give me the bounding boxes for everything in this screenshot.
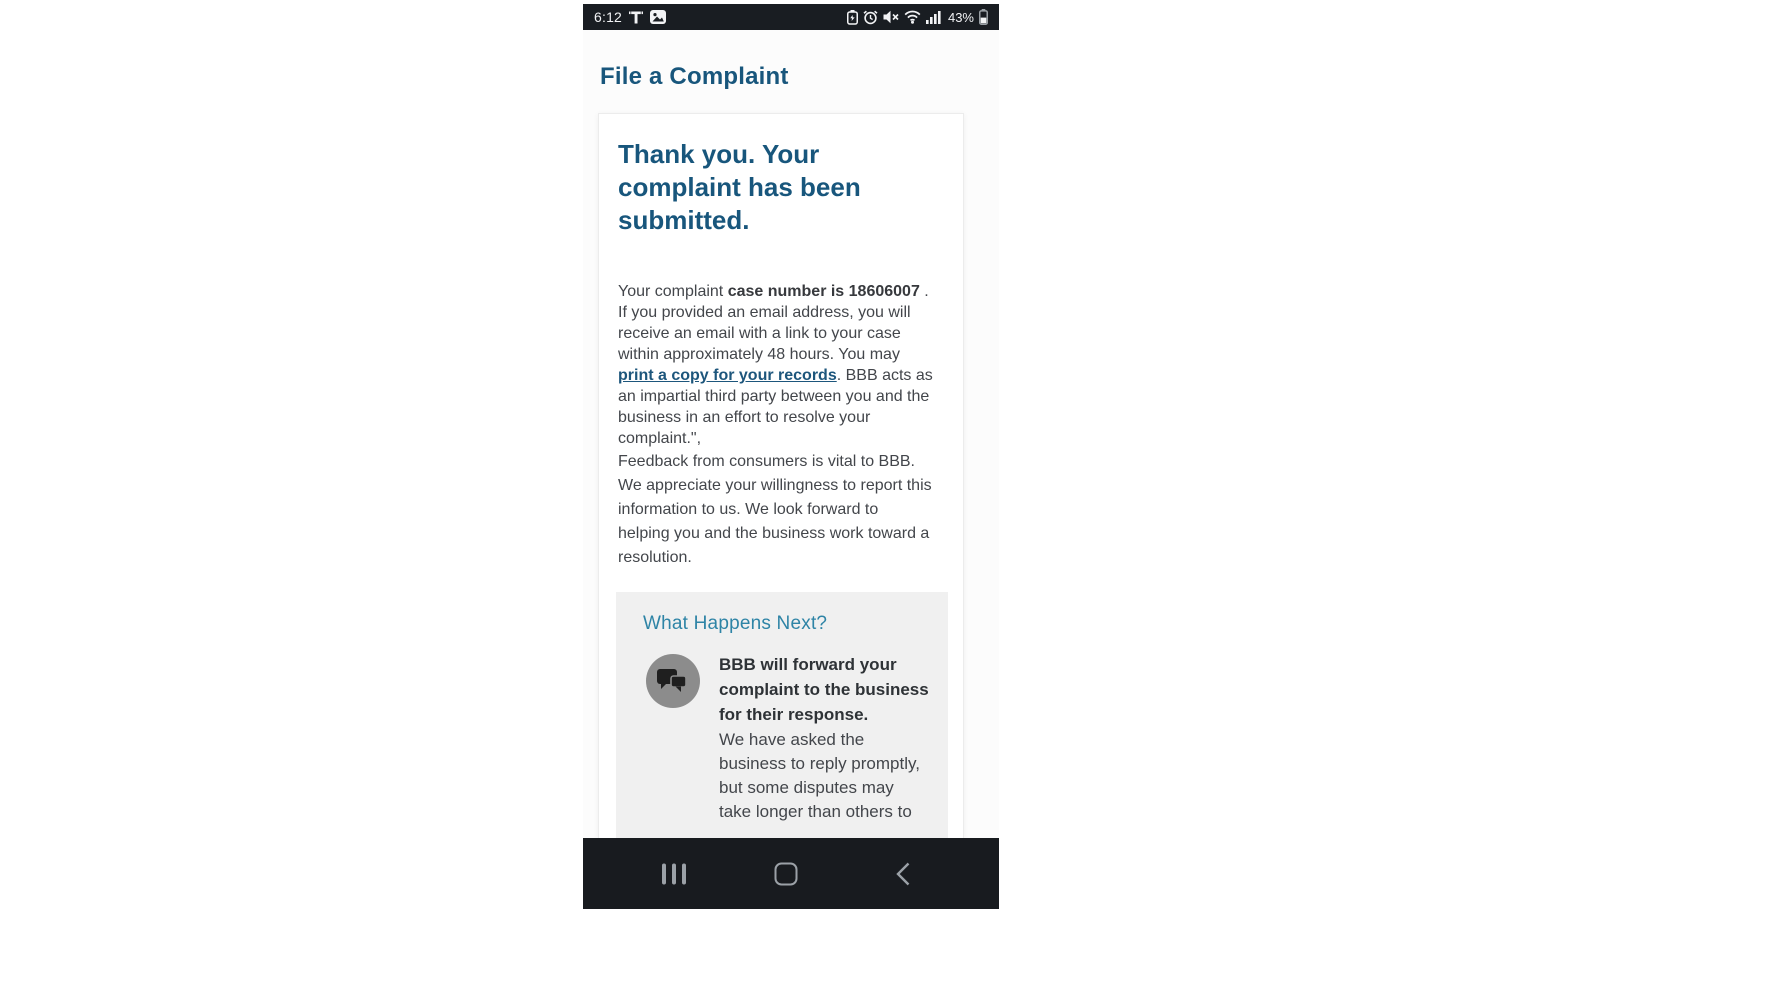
image-notification-icon [650,10,666,24]
print-copy-link[interactable]: print a copy for your records [618,367,837,384]
status-bar [583,4,999,30]
text-line: an impartial third party between you and the [618,388,930,405]
battery-icon [979,9,988,25]
text-line: take longer than others to [719,802,912,821]
back-icon [895,861,911,887]
chat-bubbles-icon [646,654,700,708]
text-line: resolution. [618,549,692,566]
text-line: Thank you. Your [618,139,820,169]
text-line: Your complaint case number is 18606007 . [618,283,929,300]
text-line: business to reply promptly, [719,754,920,773]
text-line: helping you and the business work toward a [618,525,930,542]
text-line: business in an effort to resolve your [618,409,871,426]
android-navigation-bar [583,838,999,909]
t-mobile-logo-icon [629,10,643,25]
battery-percent-label: 43% [947,9,974,25]
alarm-icon [863,10,878,25]
text-line: submitted. [618,205,750,235]
text-line: complaint.", [618,430,702,447]
confirmation-heading [618,138,861,237]
battery-saver-icon [847,10,858,25]
text-line: for their response. [719,705,869,724]
next-step-text [719,652,944,824]
text-line: We appreciate your willingness to report this [618,477,932,494]
recents-icon [662,863,686,884]
feedback-paragraph [618,450,960,570]
what-happens-next-title: What Happens Next? [643,613,828,634]
page-title: File a Complaint [600,63,789,90]
next-step-bold-text [719,652,944,727]
text-line: BBB will forward your [719,655,897,674]
text-line: complaint has been [618,172,861,202]
back-button[interactable] [895,861,911,887]
clock: 6:12 [594,9,623,25]
text-line: print a copy for your records. BBB acts as [618,367,933,384]
browser-page [583,30,999,838]
status-bar-left [594,9,666,25]
text-line: Feedback from consumers is vital to BBB. [618,453,915,470]
text-line: but some disputes may [719,778,894,797]
recents-button[interactable] [662,863,686,884]
home-icon [775,862,798,885]
wifi-icon [904,10,921,24]
what-happens-next-box [616,592,948,838]
status-bar-right [847,9,988,25]
mute-icon [883,10,899,24]
confirmation-paragraph [618,281,958,449]
next-step-body-text [719,728,944,824]
phone-screenshot [583,4,999,909]
text-line: information to us. We look forward to [618,501,879,518]
text-line: receive an email with a link to your case [618,325,901,342]
confirmation-card [598,113,964,838]
text-line: complaint to the business [719,680,929,699]
text-line: If you provided an email address, you will [618,304,911,321]
signal-icon [926,10,941,24]
text-line: We have asked the [719,730,865,749]
home-button[interactable] [775,862,798,885]
text-line: within approximately 48 hours. You may [618,346,900,363]
